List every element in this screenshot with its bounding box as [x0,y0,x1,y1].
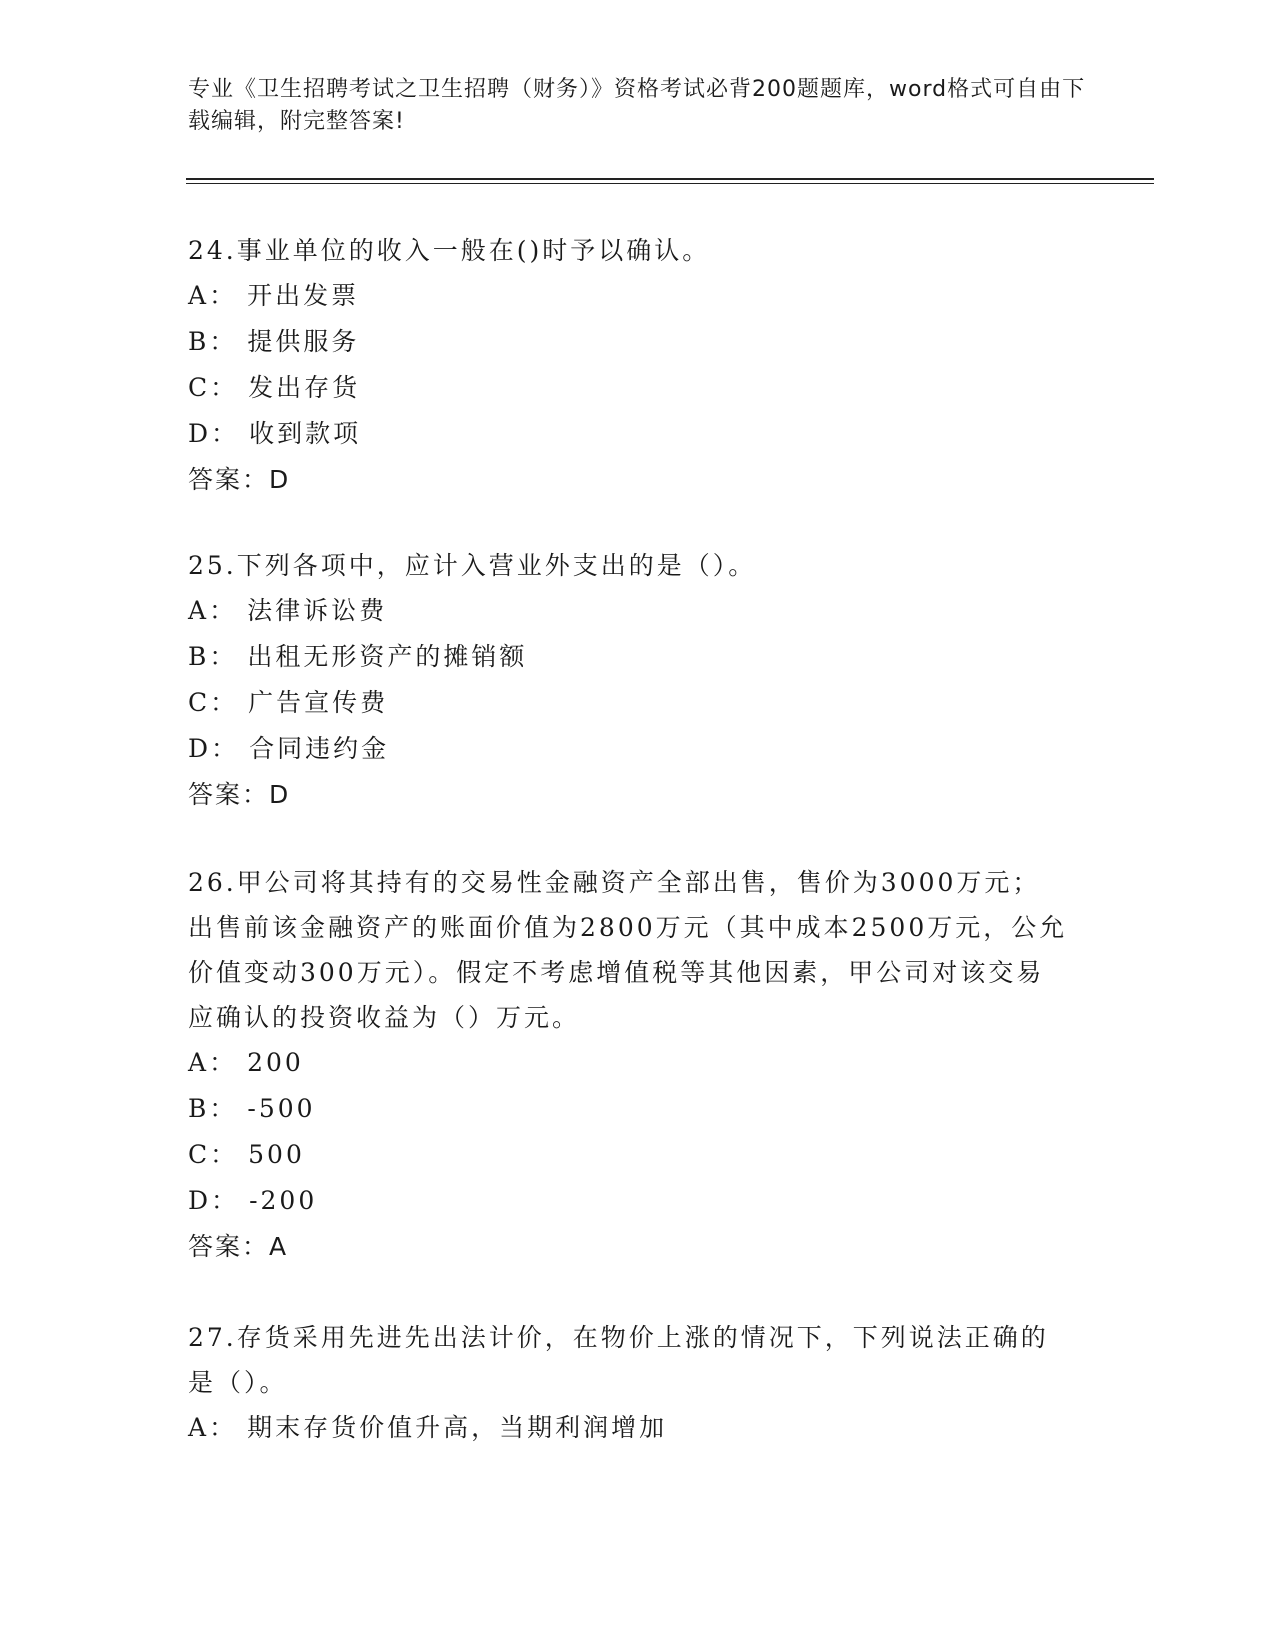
header-divider-thick [186,178,1154,180]
question-24 [188,228,1088,503]
option-letter: B [188,642,210,671]
option-text: 收到款项 [249,419,362,448]
option-separator: ： [211,734,240,763]
option-a [188,588,1088,634]
option-separator: ： [209,596,238,625]
option-c [188,680,1088,726]
header-divider-thin [186,183,1154,184]
question-25 [188,543,1088,818]
option-letter: C [188,1140,211,1169]
option-text: 出租无形资产的摊销额 [247,642,528,671]
option-c [188,1132,1068,1178]
option-letter: D [188,419,212,448]
option-text: 500 [248,1140,305,1169]
option-separator: ： [209,281,238,310]
option-b [188,1086,1068,1132]
option-separator: ： [210,373,239,402]
option-separator: ： [211,419,240,448]
option-text: 开出发票 [247,281,360,310]
option-a [188,1405,1068,1451]
option-text: 期末存货价值升高，当期利润增加 [247,1413,668,1442]
answer-line: 答案：D [188,780,291,809]
option-text: 提供服务 [247,327,360,356]
header-text: 专业《卫生招聘考试之卫生招聘（财务）》资格考试必背200题题库，word格式可自由下载编辑，附完整答案! [188,77,1086,134]
option-text: -500 [247,1094,316,1123]
option-letter: C [188,688,211,717]
question-stem: 24.事业单位的收入一般在()时予以确认。 [188,236,711,265]
option-letter: D [188,734,212,763]
option-separator: ： [211,1186,240,1215]
option-separator: ： [210,1140,239,1169]
option-d [188,726,1088,772]
option-text: 法律诉讼费 [247,596,388,625]
option-text: 合同违约金 [249,734,390,763]
option-letter: A [188,1413,210,1442]
option-d [188,1178,1068,1224]
option-a [188,1040,1068,1086]
option-letter: A [188,596,210,625]
option-separator: ： [209,1413,238,1442]
option-separator: ： [209,327,238,356]
question-stem: 27.存货采用先进先出法计价，在物价上涨的情况下，下列说法正确的是（）。 [188,1323,1049,1397]
option-separator: ： [210,688,239,717]
option-text: 发出存货 [248,373,361,402]
question-26 [188,860,1068,1270]
question-stem: 26.甲公司将其持有的交易性金融资产全部出售，售价为3000万元；出售前该金融资产的账面价值为2800万元（其中成本2500万元，公允价值变动300万元）。假定不考虑增值税等其他因素，甲公司对该交易应确认的投资收益为（）万元。 [188,868,1068,1032]
option-b [188,319,1088,365]
option-separator: ： [209,1048,238,1077]
option-d [188,411,1088,457]
document-header [188,74,1088,138]
option-letter: B [188,1094,210,1123]
option-separator: ： [209,1094,238,1123]
option-text: 广告宣传费 [248,688,389,717]
option-letter: D [188,1186,212,1215]
option-text: 200 [247,1048,304,1077]
option-a [188,273,1088,319]
question-27 [188,1315,1068,1451]
question-stem: 25.下列各项中，应计入营业外支出的是（）。 [188,551,757,580]
answer-line: 答案：A [188,1232,289,1261]
option-separator: ： [209,642,238,671]
option-letter: A [188,1048,210,1077]
option-text: -200 [249,1186,318,1215]
option-b [188,634,1088,680]
option-letter: A [188,281,210,310]
option-letter: B [188,327,210,356]
option-c [188,365,1088,411]
option-letter: C [188,373,211,402]
answer-line: 答案：D [188,465,291,494]
